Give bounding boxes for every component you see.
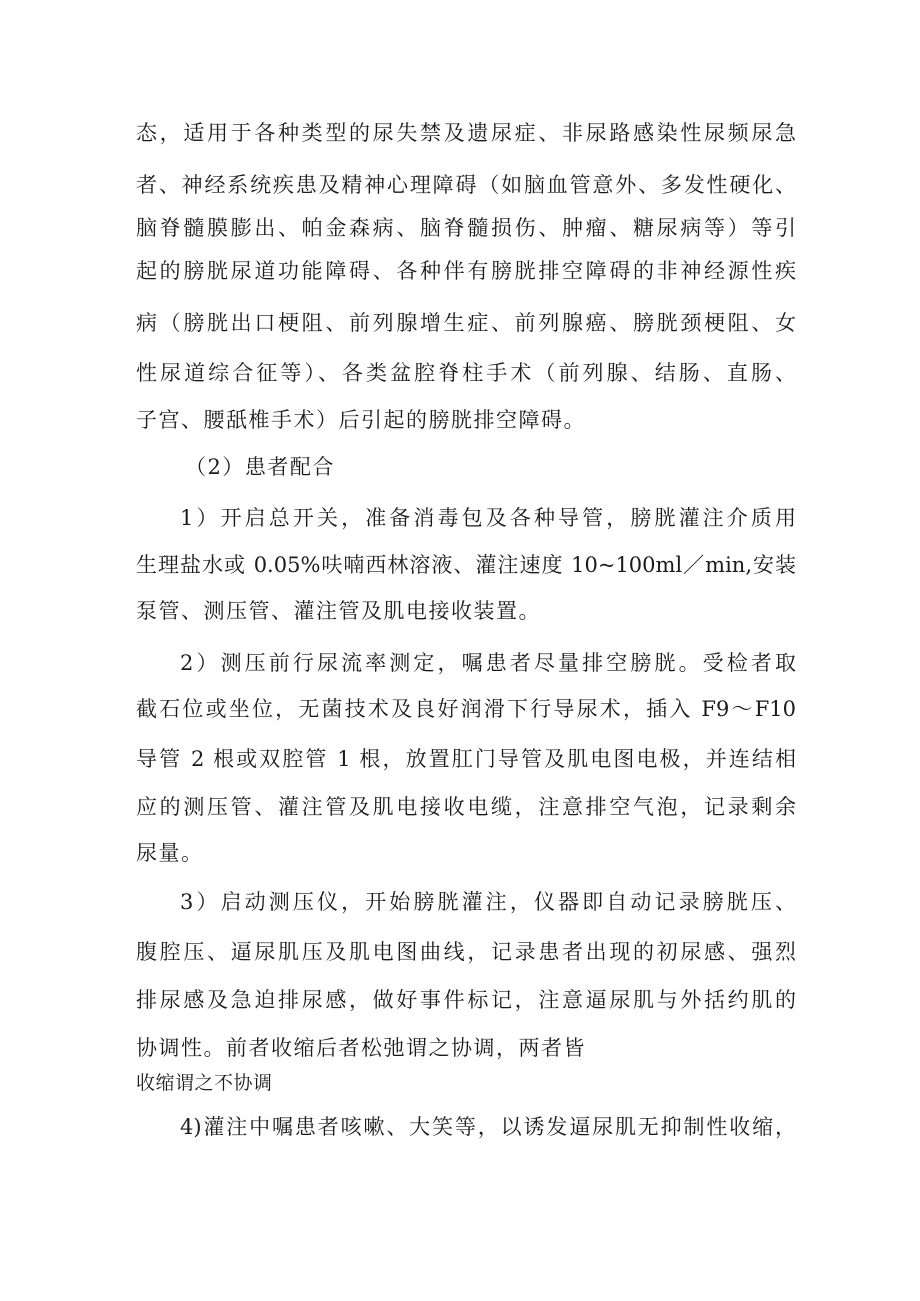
text-line: 子宫、腰舐椎手术）后引起的膀胱排空障碍。	[136, 408, 586, 432]
text-line: 生理盐水或 0.05%呋喃西林溶液、灌注速度 10~100ml／min,安装	[136, 553, 796, 577]
text-line: 病（膀胱出口梗阻、前列腺增生症、前列腺癌、膀胱颈梗阻、女	[136, 311, 796, 335]
text-line: 尿量。	[136, 841, 204, 865]
text-line: 起的膀胱尿道功能障碍、各种伴有膀胱排空障碍的非神经源性疾	[136, 259, 796, 283]
text-line: 收缩谓之不协调	[136, 1072, 273, 1094]
section-heading: （2）患者配合	[185, 455, 335, 479]
text-line: 腹腔压、逼尿肌压及肌电图曲线，记录患者出现的初尿感、强烈	[136, 940, 796, 964]
paragraph-start-line: 1）开启总开关，准备消毒包及各种导管，膀胱灌注介质用	[180, 506, 796, 530]
paragraph-start-line: 4)灌注中嘱患者咳嗽、大笑等，以诱发逼尿肌无抑制性收缩，	[180, 1115, 796, 1139]
text-line: 应的测压管、灌注管及肌电接收电缆，注意排空气泡，记录剩余	[136, 795, 796, 819]
text-line: 协调性。前者收缩后者松弛谓之协调，两者皆	[136, 1036, 586, 1060]
paragraph-start-line: 3）启动测压仪，开始膀胱灌注，仪器即自动记录膀胱压、	[180, 890, 796, 914]
text-line: 态，适用于各种类型的尿失禁及遗尿症、非尿路感染性尿频尿急	[136, 121, 796, 145]
text-line: 导管 2 根或双腔管 1 根，放置肛门导管及肌电图电极，并连结相	[136, 747, 796, 771]
text-line: 性尿道综合征等）、各类盆腔脊柱手术（前列腺、结肠、直肠、	[136, 361, 796, 385]
text-line: 截石位或坐位，无菌技术及良好润滑下行导尿术，插入 F9～F10	[136, 697, 796, 721]
paragraph-start-line: 2）测压前行尿流率测定，嘱患者尽量排空膀胱。受检者取	[180, 651, 796, 675]
text-line: 脑脊髓膜膨出、帕金森病、脑脊髓损伤、肿瘤、糖尿病等）等引	[136, 216, 796, 240]
text-line: 者、神经系统疾患及精神心理障碍（如脑血管意外、多发性硬化、	[136, 173, 796, 197]
text-line: 排尿感及急迫排尿感，做好事件标记，注意逼尿肌与外括约肌的	[136, 988, 796, 1012]
text-line: 泵管、测压管、灌注管及肌电接收装置。	[136, 599, 541, 623]
